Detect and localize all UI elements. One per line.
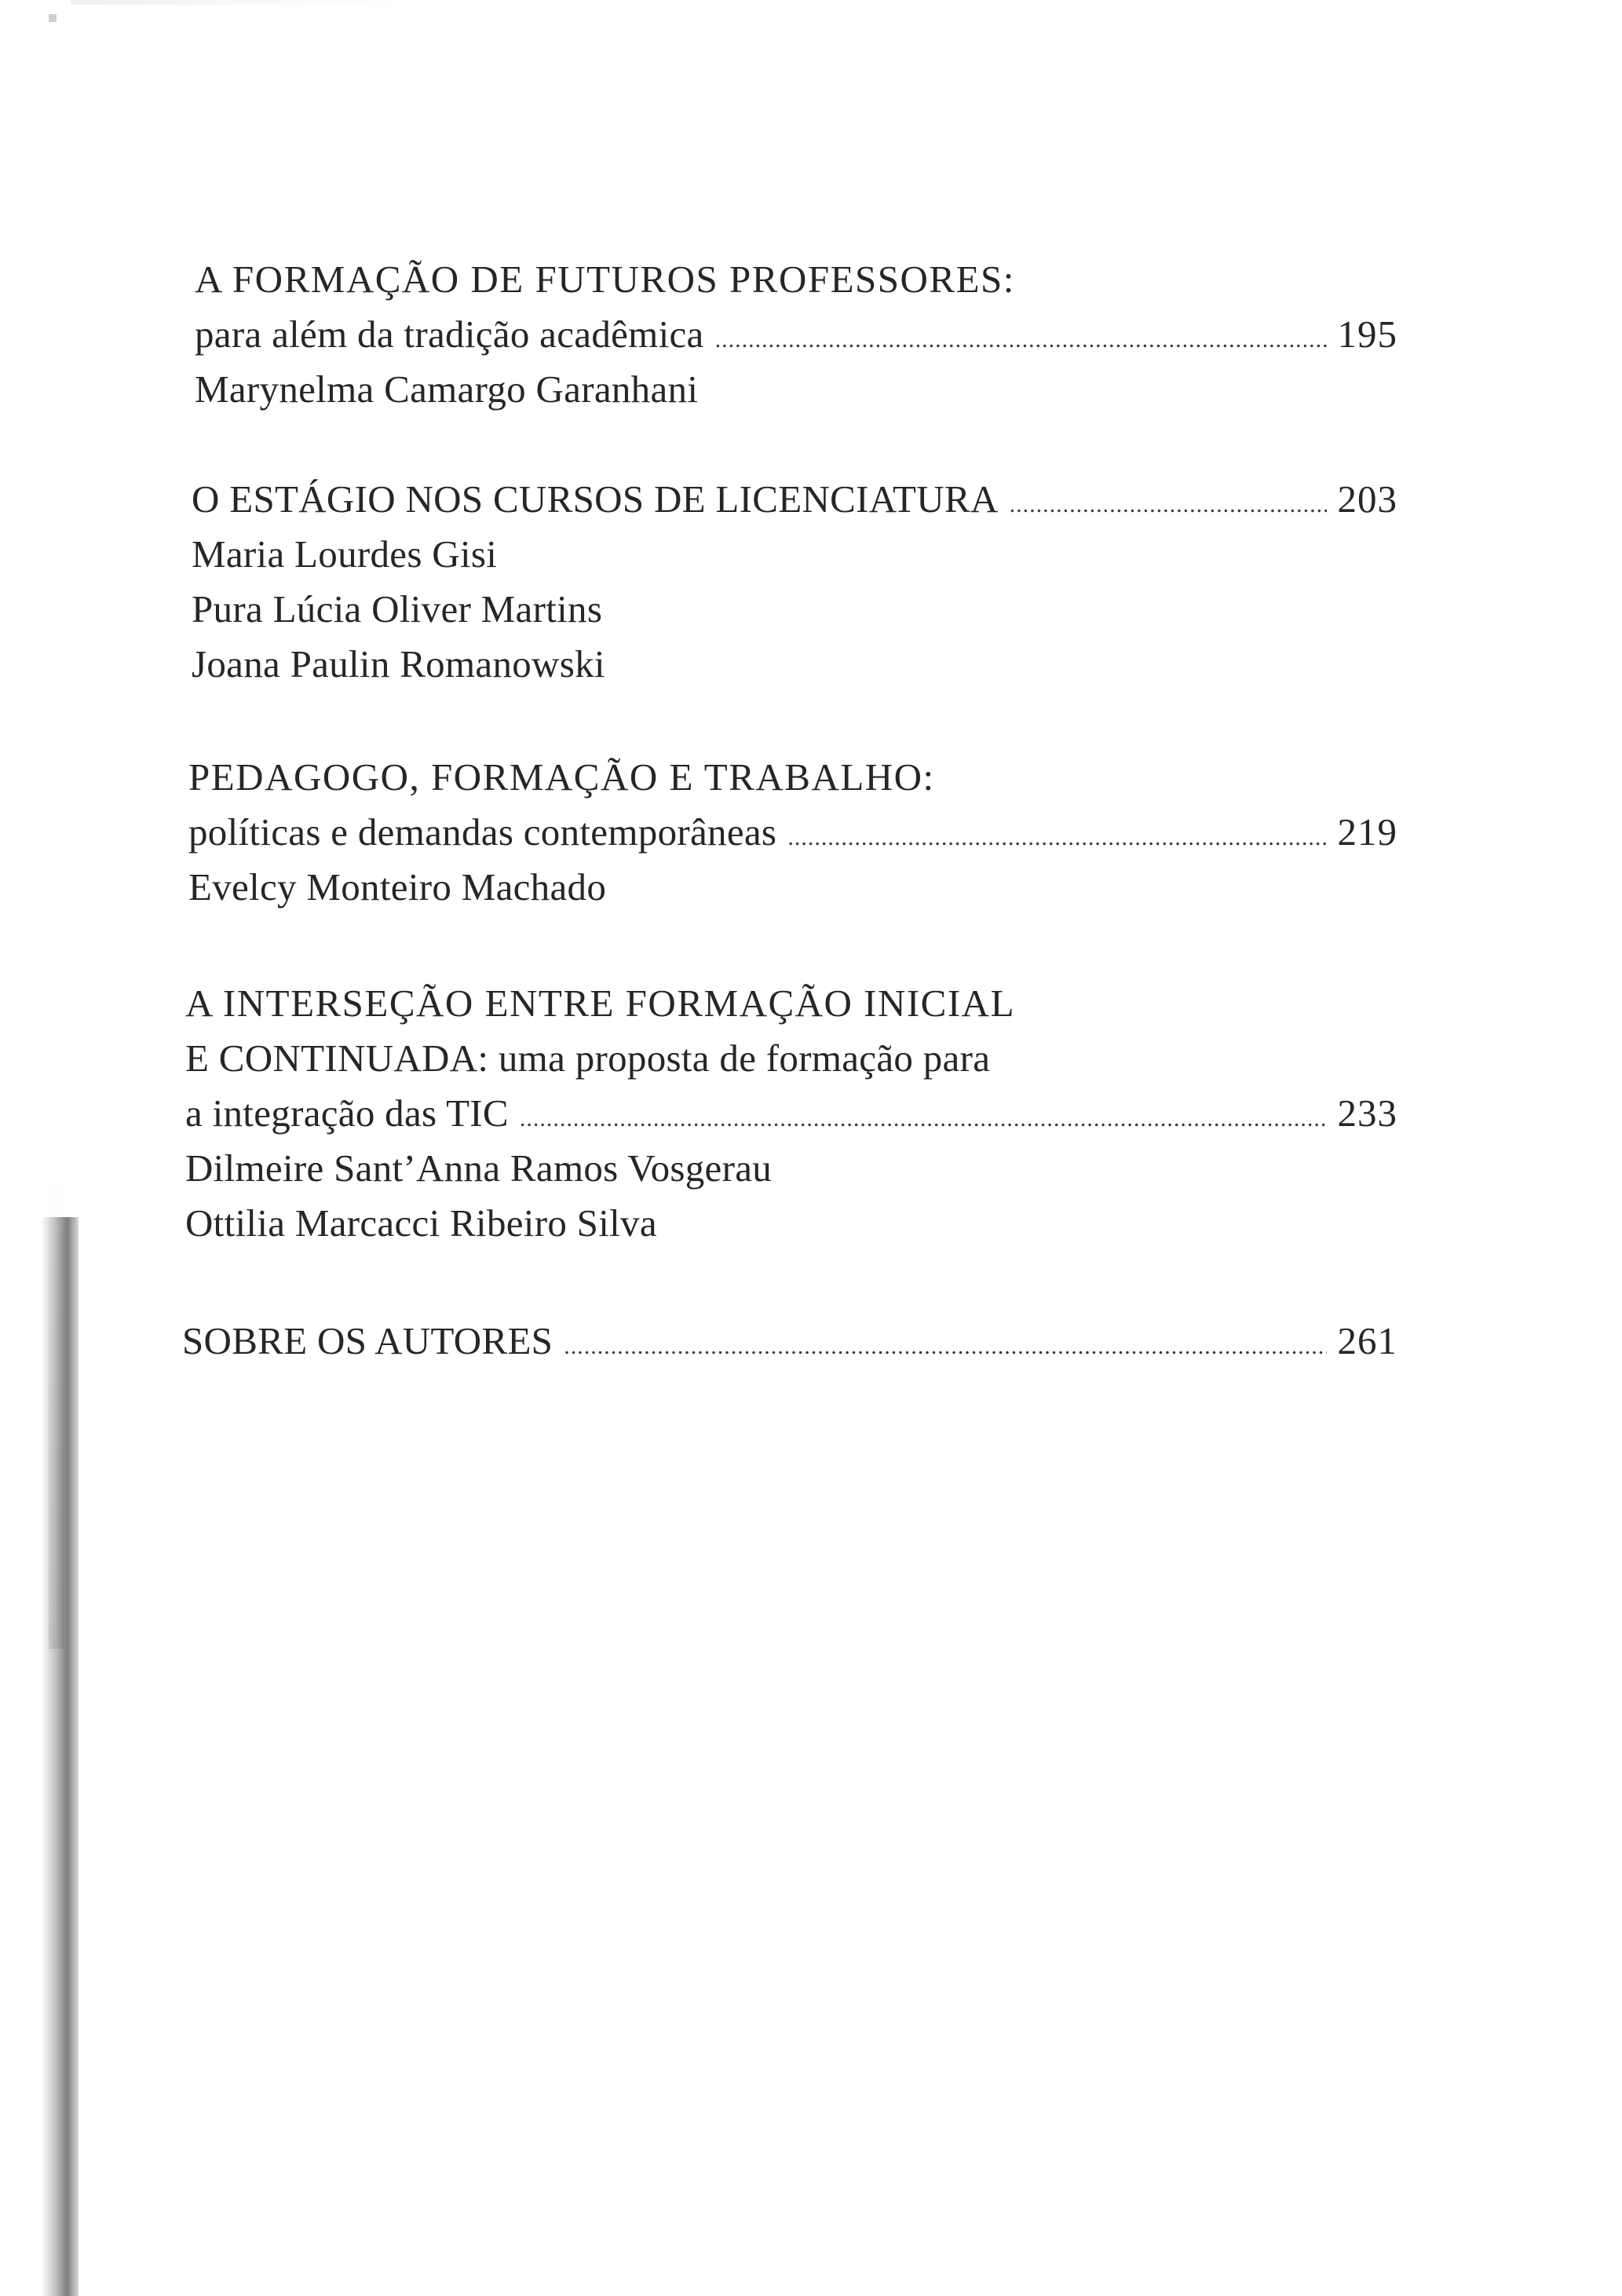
toc-entry-2-title: O ESTÁGIO NOS CURSOS DE LICENCIATURA <box>192 477 999 521</box>
toc-entry-1-subtitle-row[interactable] <box>195 311 1397 364</box>
toc-entry-5-row[interactable] <box>182 1318 1397 1370</box>
dot-leader <box>787 814 1326 861</box>
toc-entry-1-author: Marynelma Camargo Garanhani <box>195 367 699 411</box>
dot-leader <box>1010 481 1327 528</box>
toc-entry-4-title-line-2: E CONTINUADA: uma proposta de formação para <box>185 1036 991 1080</box>
dot-leader <box>564 1323 1326 1370</box>
toc-entry-5-page-number: 261 <box>1337 1319 1397 1362</box>
toc-entry-2-author-2: Pura Lúcia Oliver Martins <box>192 587 603 631</box>
toc-entry-3-subtitle-row[interactable] <box>188 809 1397 861</box>
dot-leader <box>715 316 1327 364</box>
toc-entry-4-title-line-1: A INTERSEÇÃO ENTRE FORMAÇÃO INICIAL <box>185 982 1015 1025</box>
toc-entry-4-title-row-3[interactable] <box>185 1090 1397 1143</box>
toc-entry-3-title: PEDAGOGO, FORMAÇÃO E TRABALHO: <box>188 755 935 799</box>
toc-entry-4-author-2: Ottilia Marcacci Ribeiro Silva <box>185 1201 657 1245</box>
toc-entry-1-page-number: 195 <box>1337 313 1397 356</box>
toc-entry-4-page-number: 233 <box>1337 1091 1397 1135</box>
toc-entry-3-author: Evelcy Monteiro Machado <box>188 865 607 909</box>
dot-leader <box>520 1095 1327 1143</box>
toc-entry-4-title-line-3: a integração das TIC <box>185 1091 509 1135</box>
toc-entry-2-author-3: Joana Paulin Romanowski <box>192 642 605 686</box>
toc-entry-2-page-number: 203 <box>1337 477 1397 521</box>
toc-entry-2-author-1: Maria Lourdes Gisi <box>192 532 498 576</box>
toc-entry-3-subtitle: políticas e demandas contemporâneas <box>188 810 777 854</box>
toc-entry-1-subtitle: para além da tradição acadêmica <box>195 313 704 356</box>
toc-entry-4-author-1: Dilmeire Sant’Anna Ramos Vosgerau <box>185 1146 773 1190</box>
toc-entry-5-title: SOBRE OS AUTORES <box>182 1319 553 1362</box>
toc-entry-3-page-number: 219 <box>1337 810 1397 854</box>
toc-entry-1-title: A FORMAÇÃO DE FUTUROS PROFESSORES: <box>195 258 1015 301</box>
toc-entry-2-row[interactable] <box>192 476 1397 528</box>
